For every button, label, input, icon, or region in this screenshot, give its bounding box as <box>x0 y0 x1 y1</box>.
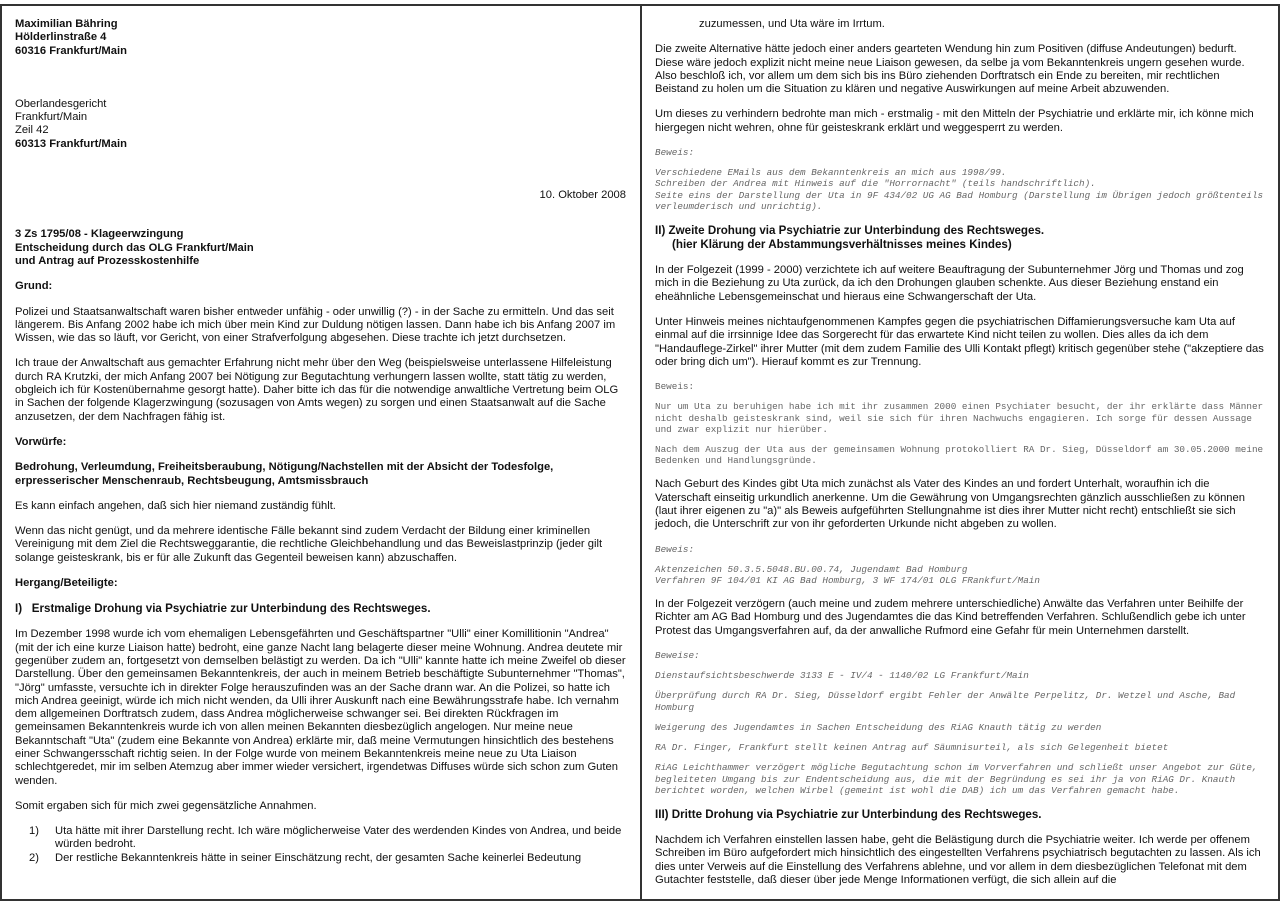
section-1-paragraph-1: Im Dezember 1998 wurde ich vom ehemaligen Lebensgefährten und Geschäftspartner "Ulli" einer Komillitionin "Andrea" (mit der ich eine kurze Liaison hatte) bedroht, eine ganze Nacht lang belagerte dieser meine Wohnung. Andrea deutete mir gegenüber zudem an, fortgesetzt von demselben belästigt zu werden. Da ich "Ulli" kannte hatte ich meine Zweifel ob dieser Darstellung. Über den gemeinsamen Bekanntenkreis, der auch in meinem Betrieb beschäftigte Subunternehmer "Thomas", "Jörg" umfasste, versuchte ich in direkter Folge herauszufinden was an der Sache drann war. An die Polizei, so hatte ich mich Andrea geeinigt, würde ich mich nicht wenden, da Ulli ihrer Auskunft nach eine Bewährungsstrafe habe. Ich vernahm dem allgemeinen Dorftratsch zudem, dass Andrea möglicherweise schwanger sei. Bei direkten Rückfragen im gemeinsamen Bekanntenkreis wurde ich von allen meinen Bekannten diesbezüglich angelogen. Nur meine neue Bekanntschaft "Uta" (zudem eine Bekannte von Andrea) erklärte mir, daß meine Vermutungen hinsichtlich des bestehens einer Schwangersschaft richtig seien. In der Folge wurde von meinem Bekanntenkreis meine neue zu Uta Liaison schlechtgeredet, mir im selben Atemzug aber immer wieder versichert, irgendetwas Diffuses würde sich schon zum Guten wenden. <box>15 628 626 787</box>
list-text: Uta hätte mit ihrer Darstellung recht. Ich wäre möglicherweise Vater des werdenden Kindes von Andrea, und beide würden bedroht. <box>55 825 622 851</box>
beweis-line: Verfahren 9F 104/01 KI AG Bad Homburg, 3 WF 174/01 OLG FRankfurt/Main <box>655 574 1040 586</box>
section-2-heading <box>655 224 1264 252</box>
beweis-item: RiAG Leichthammer verzögert mögliche Begutachtung schon im Vorverfahren und schließt unser Angebot zur Güte, begleiteten Umgang bis zur Endentscheidung aus, die mit der Begründung es sei ihr ja von RiAG Dr. Knauth berichtet worden, welchen Wirbel (gemeint ist wohl die DAB) ich um das Verfahren gemacht habe. <box>655 762 1258 796</box>
recipient-line: Zeil 42 <box>15 124 49 137</box>
grund-paragraph-2: Ich traue der Anwaltschaft aus gemachter Erfahrung nicht mehr über den Weg (beispielsweise unterlassene Hilfeleistung durch RA Krutzki, der mich Anfang 2007 bei Nötigung zur Begutachtung verhungern lassen wollte, statt tätig zu werden, obgleich ich für Kostenübernahme gesorgt hatte). Daher bitte ich das für die notwendige anwaltliche Vertretung beim OLG in Sachen der folgende Klagerzwingung (sozusagen von Amts wegen) zu sorgen und einen Staatsanwalt auf die Sache anzusetzen, der dem Nachfragen fähig ist. <box>15 357 619 423</box>
vorwuerfe-heading: Vorwürfe: <box>15 435 67 448</box>
continuation-text: zuzumessen, und Uta wäre im Irrtum. <box>699 18 885 30</box>
beweis-label: Beweis: <box>655 381 695 393</box>
beweis-item: RA Dr. Finger, Frankfurt stellt keinen Antrag auf Säumnisurteil, als sich Gelegenheit bietet <box>655 742 1169 754</box>
beweise-label: Beweise: <box>655 650 700 662</box>
vorwuerfe-text: Bedrohung, Verleumdung, Freiheitsberaubung, Nötigung/Nachstellen mit der Absicht der Todesfolge, erpresserischer Menschenraub, Rechtsbeugung, Amtsmissbrauch <box>15 461 554 487</box>
beweis-label: Beweis: <box>655 147 695 159</box>
list-number: 2) <box>29 851 39 864</box>
grund-heading: Grund: <box>15 280 53 293</box>
section-2-paragraph-2: Unter Hinweis meines nichtaufgenommenen Kampfes gegen die psychiatrischen Diffamierungsversuche kam Uta auf einmal auf die irrsinnige Idee das Sorgerecht für das erwartete Kind nicht teilen zu wollen. Dies alles da ich dem "Handauflege-Zirkel" ihrer Mutter (mit dem zudem Familie des Ulli Kontakt pflegt) kritisch gegenüber stehe ("akzeptiere das oder bring dich um"). Hierauf kommt es zur Trennung. <box>655 315 1264 368</box>
sender-city: 60316 Frankfurt/Main <box>15 44 127 57</box>
paragraph-drohung: Um dieses zu verhindern bedrohte man mich - erstmalig - mit den Mitteln der Psychiatrie und erklärte mir, ich könne mich hiergegen nicht wehren, ohne für geisteskrank erklärt und weggesperrt zu werden. <box>655 108 1254 134</box>
section-2-subtitle: (hier Klärung der Abstammungsverhältnisses meines Kindes) <box>672 238 1012 252</box>
recipient-city: 60313 Frankfurt/Main <box>15 137 127 150</box>
beweis-label: Beweis: <box>655 543 695 555</box>
recipient-line: Frankfurt/Main <box>15 111 88 124</box>
sender-name: Maximilian Bähring <box>15 18 118 30</box>
section-3-paragraph-1: Nachdem ich Verfahren einstellen lassen habe, geht die Belästigung durch die Psychiatrie weiter. Ich werde per offenem Schreiben im Büro aufgefordert mich hinsichtlich des eingestellten Verfahrens psychiatrisch begutachten zu lassen. Als ich dies unter Verweis auf die Einstellung des Verfahrens ablehne, und vor allem in dem diesbezüglichen Telefonat mit dem Gutachter feststelle, daß dieser über jede Menge Informationen verfügt, die sich allein auf die <box>655 833 1261 886</box>
section-2-paragraph-1: In der Folgezeit (1999 - 2000) verzichtete ich auf weitere Beauftragung der Subunternehmer Jörg und Thomas und zog mich in die Beziehung zu Uta zurück, da ich den Drohungen glauben schenkte. Aus dieser Beziehung enstand ein eheähnliche Lebensgemeinschat und hieraus eine Schwangerschaft der Uta. <box>655 264 1244 303</box>
subject-line: 3 Zs 1795/08 - Klageerwzingung <box>15 228 184 241</box>
beweis-item: Überprüfung durch RA Dr. Sieg, Düsseldorf ergibt Fehler der Anwälte Perpelitz, Dr. Wetzel und Asche, Bad Homburg <box>655 690 1236 713</box>
beweis-line: Aktenzeichen 50.3.5.5048.BU.00.74, Jugendamt Bad Homburg <box>655 563 968 575</box>
list-item <box>15 825 626 852</box>
page-right <box>640 4 1280 901</box>
hergang-heading: Hergang/Beteiligte: <box>15 577 118 590</box>
grund-paragraph-1: Polizei und Staatsanwaltschaft waren bisher entweder unfähig - oder unwillig (?) - in der Sache zu ermitteln. Und das seit längerem. Bis Anfang 2002 habe ich mich über mein Kind zur Duldung nötigen lassen. Dann habe ich bis Anfang 2007 im Wissen, wie das so läuft, vor Gericht, von einer Strafverfolgung abgesehen. Diese trachte ich jetzt durchsetzen. <box>15 305 616 345</box>
beweis-2-paragraph-2: Nach dem Auszug der Uta aus der gemeinsamen Wohnung protokolliert RA Dr. Sieg, Düsseldorf am 30.05.2000 meine Bedenken und Handlungsgründe. <box>655 443 1264 467</box>
subject-block <box>15 228 626 268</box>
sender-street: Hölderlinstraße 4 <box>15 31 107 44</box>
section-1-heading: I) Erstmalige Drohung via Psychiatrie zur Unterbindung des Rechtsweges. <box>15 602 431 616</box>
paragraph-verdacht: Wenn das nicht genügt, und da mehrere identische Fälle bekannt sind zudem Verdacht der Bildung einer kriminellen Vereinigung mit dem Ziel die Rechtsweggarantie, die rechtliche Gleichbehandlung und das Beweislastprinzip (jeder gilt solange geisteskrank, bis er für alle Zukunft das Gegenteil beweisen kann) abzuschaffen. <box>15 525 603 564</box>
page-left <box>0 4 642 901</box>
subject-line: Entscheidung durch das OLG Frankfurt/Main <box>15 241 254 254</box>
list-number: 1) <box>29 825 39 838</box>
beweis-item: Dienstaufsichtsbeschwerde 3133 E - IV/4 - 1140/02 LG Frankfurt/Main <box>655 670 1029 682</box>
letter-date: 10. Oktober 2008 <box>539 189 626 202</box>
paragraph-zustaendig: Es kann einfach angehen, daß sich hier niemand zuständig fühlt. <box>15 499 336 512</box>
section-2-paragraph-4: In der Folgezeit verzögern (auch meine und zudem mehrere unterschiedliche) Anwälte das Verfahren unter Beihilfe der Richter am AG Bad Homburg und des Jugendamtes die das Kind betreffenden Verfahren. Schlußendlich gebe ich unter Protest das Umgangsverfahren auf, da der anwalliche Rufmord eine Gefahr für mein Unternehmen darstellt. <box>655 598 1246 637</box>
section-2-paragraph-3: Nach Geburt des Kindes gibt Uta mich zunächst als Vater des Kindes an und fordert Unterhalt, woraufhin ich die Vaterschaft einseitig urkundlich anerkenne. Um die Gewährung von Umgangsrechten gänzlich ausschließen zu können (laut ihrer eigenen zu "a)" als Beweis aufgeführten Stellungnahme ist dies ihrer Mutter nicht recht) entschließt sie sich jedoch, die Unterschrift zur von ihr geforderten Urkunde nicht abgeben zu wollen. <box>655 478 1245 531</box>
recipient-address <box>15 98 626 151</box>
section-1-paragraph-2: Somit ergaben sich für mich zwei gegensätzliche Annahmen. <box>15 799 317 812</box>
beweis-2-paragraph-1: Nur um Uta zu beruhigen habe ich mit ihr zusammen 2000 einen Psychiater besucht, der ihr erklärte dass Männer nicht deshalb geisteskrank sind, weil sie sich für ihren Nachwuchs engagieren. Ich sorge für dessen Aussage und zwar explizit nur hierüber. <box>655 401 1264 435</box>
beweis-line: Verschiedene EMails aus dem Bekanntenkreis an mich aus 1998/99. <box>655 167 1007 179</box>
sender-address <box>15 18 626 58</box>
list-item <box>15 852 626 865</box>
beweis-1-block <box>655 167 1264 212</box>
right-column <box>642 6 1278 899</box>
left-column <box>2 6 640 899</box>
beweis-item: Weigerung des Jugendamtes in Sachen Entscheidung des RiAG Knauth tätig zu werden <box>655 721 1102 733</box>
list-text: Der restliche Bekanntenkreis hätte in seiner Einschätzung recht, der gesamten Sache keinerlei Bedeutung <box>55 851 582 864</box>
beweis-line: Schreiben der Andrea mit Hinweis auf die "Horrornacht" (teils handschriftlich). <box>655 178 1096 190</box>
section-3-heading: III) Dritte Drohung via Psychiatrie zur Unterbindung des Rechtsweges. <box>655 807 1042 821</box>
subject-line: und Antrag auf Prozesskostenhilfe <box>15 254 200 267</box>
beweis-line: Seite eins der Darstellung der Uta in 9F 434/02 UG AG Bad Homburg (Darstellung im Übrigen jedoch größtenteils verleumderisch und unrichtig). <box>655 189 1264 212</box>
paragraph-alternative: Die zweite Alternative hätte jedoch einer anders gearteten Wendung hin zum Positiven (diffuse Andeutungen) bedurft. Diese wäre jedoch explizit nicht meine neue Liaison gewesen, da selbe ja vom Bekanntenkreis ungern gesehen wurde. Also beschloß ich, vor allem um dem sich bis ins Büro ziehenden Dorftratsch ein Ende zu bereiten, mir rechtlichen Beistand zu holen um die Situation zu klären und negative Auswirkungen auf meine Arbeit abzuwenden. <box>655 43 1245 96</box>
assumptions-list <box>15 825 626 865</box>
recipient-line: Oberlandesgericht <box>15 97 107 110</box>
section-2-title: II) Zweite Drohung via Psychiatrie zur Unterbindung des Rechtsweges. <box>655 224 1045 238</box>
